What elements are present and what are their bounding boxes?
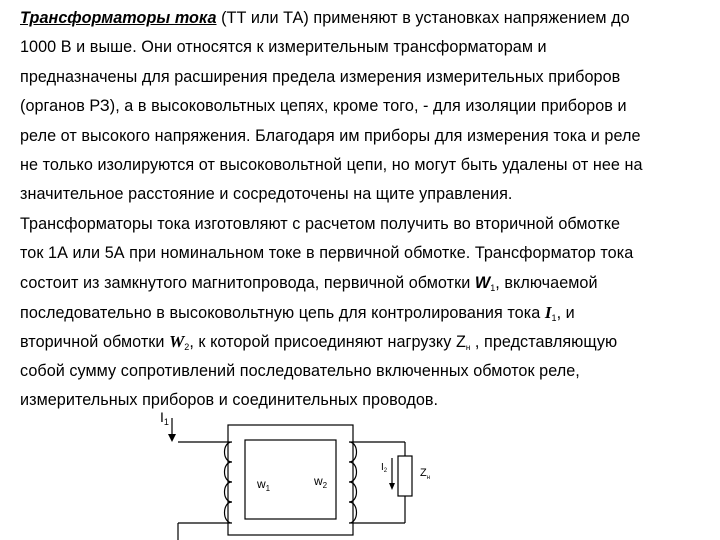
text-line [20,4,716,33]
secondary-current-arrowhead [389,483,395,490]
text-line: предназначены для расширения предела измерения измерительных приборов [20,67,621,86]
label-zn: $Z_н$ [420,467,431,481]
text-span: , включаемой [495,273,598,292]
symbol-w1: W [474,273,491,292]
text-span: , и [556,303,575,322]
text-line [20,327,716,356]
primary-coil [222,442,232,523]
subscript: 2 [184,342,190,353]
paragraph [20,4,716,415]
subscript: 1 [551,312,557,323]
term-current-transformers: Трансформаторы тока [20,9,217,27]
text-line [20,269,716,298]
symbol-w2: W [169,332,185,352]
text-span: вторичной обмотки [20,333,170,352]
text-line: собой сумму сопротивлений последовательно включенных обмоток реле, [20,361,580,380]
text-span: последовательно в высоковольтную цепь для контролирования тока [20,303,545,322]
secondary-coil [349,442,359,523]
text-span: (ТТ или ТА) применяют в установках напряжением до [216,9,630,27]
label-i2: $I_2$ [381,462,388,474]
text-span: , представляющую [470,333,618,352]
text-line: 1000 В и выше. Они относятся к измерительным трансформаторам и [20,38,547,57]
label-w2: $w_2$ [314,474,328,490]
text-line: (органов РЗ), а в высоковольтных цепях, кроме того, - для изоляции приборов и [20,97,627,116]
text-span: состоит из замкнутого магнитопровода, первичной обмотки [20,273,475,292]
primary-current-arrowhead [168,434,176,442]
label-i1: $I_1$ [160,409,169,427]
text-line: реле от высокого напряжения. Благодаря им приборы для измерения тока и реле [20,126,641,145]
text-line: значительное расстояние и сосредоточены на щите управления. [20,185,513,204]
text-line: Трансформаторы тока изготовляют с расчетом получить во вторичной обмотке [20,214,621,233]
label-w1: $w_1$ [257,477,271,493]
subscript: н [465,343,471,353]
load-impedance [398,456,412,496]
text-line: ток 1А или 5А при номинальном токе в первичной обмотке. Трансформатор тока [20,244,634,263]
current-transformer-diagram [0,400,720,540]
text-span: , к которой присоединяют нагрузку Z [189,333,466,352]
text-line [20,298,716,327]
text-line: измерительных приборов и соединительных проводов. [20,391,439,410]
symbol-i1: I [544,302,552,322]
text-line: не только изолируются от высоковольтной цепи, но могут быть удалены от нее на [20,155,643,174]
subscript: 1 [490,282,496,293]
